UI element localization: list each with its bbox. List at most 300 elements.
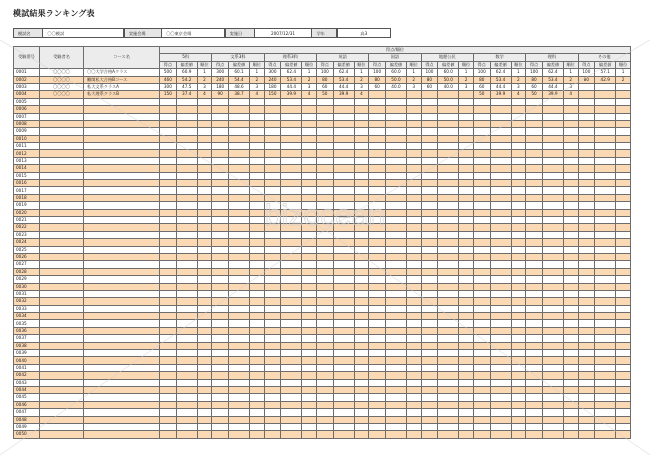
cell-value [511, 276, 526, 283]
cell-value [302, 187, 317, 194]
cell-value [333, 409, 354, 416]
cell-value [354, 298, 369, 305]
cell-value [490, 416, 511, 423]
cell-value [281, 386, 302, 393]
cell-value [473, 187, 490, 194]
cell-value [578, 231, 595, 238]
cell-value [302, 305, 317, 312]
cell-value [369, 386, 386, 393]
cell-value [160, 268, 177, 275]
cell-value [526, 135, 543, 142]
cell-value [438, 379, 459, 386]
cell-value: 54.4 [229, 76, 250, 83]
cell-value [229, 157, 250, 164]
cell-value [333, 180, 354, 187]
cell-value [160, 150, 177, 157]
cell-value [459, 209, 474, 216]
cell-value [160, 239, 177, 246]
cell-value [160, 106, 177, 113]
cell-value [526, 379, 543, 386]
cell-value [197, 202, 212, 209]
cell-value [459, 172, 474, 179]
cell-value [264, 172, 281, 179]
cell-value [264, 224, 281, 231]
cell-value [229, 113, 250, 120]
cell-value [406, 394, 421, 401]
cell-value [281, 120, 302, 127]
cell-course [84, 128, 160, 135]
cell-value [542, 202, 563, 209]
cell-value [526, 386, 543, 393]
cell-value [616, 106, 631, 113]
cell-course [84, 246, 160, 253]
cell-value [459, 239, 474, 246]
cell-value [526, 216, 543, 223]
cell-value [438, 253, 459, 260]
cell-value [421, 394, 438, 401]
cell-value [229, 231, 250, 238]
cell-value [264, 261, 281, 268]
cell-name [40, 209, 84, 216]
cell-value [616, 313, 631, 320]
cell-value [160, 202, 177, 209]
cell-value [302, 143, 317, 150]
cell-value [511, 261, 526, 268]
cell-value [316, 290, 333, 297]
cell-value [229, 165, 250, 172]
cell-value [563, 276, 578, 283]
cell-value: 44.4 [542, 83, 563, 90]
cell-value [578, 364, 595, 371]
cell-value [459, 357, 474, 364]
cell-value [542, 209, 563, 216]
cell-value [421, 165, 438, 172]
cell-value [421, 216, 438, 223]
cell-value [212, 216, 229, 223]
cell-value [281, 283, 302, 290]
table-row [14, 305, 631, 312]
cell-value [473, 416, 490, 423]
cell-value [333, 120, 354, 127]
cell-value [616, 187, 631, 194]
cell-value [616, 172, 631, 179]
cell-value [563, 386, 578, 393]
cell-value [333, 335, 354, 342]
cell-value [542, 216, 563, 223]
cell-value [160, 350, 177, 357]
cell-value [578, 416, 595, 423]
cell-name [40, 172, 84, 179]
cell-value [160, 172, 177, 179]
cell-name [40, 357, 84, 364]
cell-value [421, 298, 438, 305]
cell-value [526, 120, 543, 127]
cell-value [438, 416, 459, 423]
cell-value [438, 431, 459, 438]
cell-value [542, 335, 563, 342]
cell-name [40, 231, 84, 238]
cell-value [542, 409, 563, 416]
cell-value [212, 409, 229, 416]
cell-value [595, 305, 616, 312]
cell-value [212, 268, 229, 275]
cell-value [212, 194, 229, 201]
header-metric: 得点 [316, 61, 333, 68]
cell-value [542, 253, 563, 260]
cell-value [302, 216, 317, 223]
cell-value [490, 276, 511, 283]
cell-value: 180 [212, 83, 229, 90]
cell-value [354, 150, 369, 157]
cell-value [386, 253, 407, 260]
cell-value [578, 409, 595, 416]
cell-value [281, 135, 302, 142]
exam-name-value: 〇〇模試 [42, 28, 124, 38]
cell-value [249, 431, 264, 438]
cell-value [406, 379, 421, 386]
cell-name: 〇〇〇〇 [40, 76, 84, 83]
cell-value [160, 143, 177, 150]
cell-value [421, 113, 438, 120]
cell-value [438, 298, 459, 305]
cell-value [160, 364, 177, 371]
cell-value [281, 335, 302, 342]
cell-value: 60 [316, 83, 333, 90]
table-row [14, 106, 631, 113]
cell-value: 4 [511, 91, 526, 98]
cell-value [229, 313, 250, 320]
cell-value [302, 401, 317, 408]
cell-value [616, 364, 631, 371]
cell-value [369, 224, 386, 231]
cell-value [616, 150, 631, 157]
cell-value [333, 172, 354, 179]
cell-value [490, 350, 511, 357]
cell-value [438, 246, 459, 253]
cell-course [84, 276, 160, 283]
cell-value [264, 231, 281, 238]
cell-course [84, 143, 160, 150]
cell-value [354, 290, 369, 297]
cell-value [490, 202, 511, 209]
cell-value [490, 253, 511, 260]
cell-value: 39.9 [542, 91, 563, 98]
cell-value [369, 120, 386, 127]
cell-value [249, 135, 264, 142]
cell-value [511, 98, 526, 105]
cell-value [438, 91, 459, 98]
cell-value [386, 98, 407, 105]
cell-value [595, 320, 616, 327]
cell-value [354, 135, 369, 142]
header-metric: 得点 [473, 61, 490, 68]
cell-value [281, 113, 302, 120]
cell-value [302, 276, 317, 283]
cell-value [421, 239, 438, 246]
cell-value [386, 342, 407, 349]
cell-value [421, 320, 438, 327]
cell-course [84, 423, 160, 430]
cell-value [563, 335, 578, 342]
cell-value [578, 239, 595, 246]
cell-value [511, 283, 526, 290]
cell-value [354, 335, 369, 342]
cell-value [563, 283, 578, 290]
cell-value [212, 187, 229, 194]
cell-value [249, 342, 264, 349]
cell-value [316, 394, 333, 401]
cell-value [616, 202, 631, 209]
cell-value [406, 283, 421, 290]
cell-exam-no: 0024 [14, 239, 40, 246]
cell-value [542, 313, 563, 320]
cell-value [249, 409, 264, 416]
table-row [14, 394, 631, 401]
cell-value [229, 150, 250, 157]
cell-value [212, 283, 229, 290]
cell-name [40, 268, 84, 275]
cell-value [578, 313, 595, 320]
cell-value [511, 268, 526, 275]
cell-value [563, 172, 578, 179]
cell-value [542, 187, 563, 194]
cell-value [316, 342, 333, 349]
cell-value [563, 180, 578, 187]
cell-value [459, 372, 474, 379]
cell-value [459, 283, 474, 290]
cell-value [316, 401, 333, 408]
cell-value [511, 298, 526, 305]
cell-value [595, 394, 616, 401]
cell-value [160, 372, 177, 379]
header-metric: 順位 [563, 61, 578, 68]
cell-value [616, 231, 631, 238]
cell-value [302, 239, 317, 246]
cell-name [40, 135, 84, 142]
cell-name [40, 386, 84, 393]
cell-exam-no: 0035 [14, 320, 40, 327]
cell-value [386, 113, 407, 120]
cell-name [40, 298, 84, 305]
cell-value [316, 165, 333, 172]
cell-value [578, 261, 595, 268]
cell-value [160, 157, 177, 164]
cell-value [595, 298, 616, 305]
cell-value [333, 113, 354, 120]
cell-value [212, 120, 229, 127]
table-row [14, 335, 631, 342]
cell-value [438, 313, 459, 320]
cell-value [160, 394, 177, 401]
cell-value [578, 327, 595, 334]
cell-exam-no: 0032 [14, 298, 40, 305]
cell-value [459, 320, 474, 327]
cell-value: 42.9 [595, 76, 616, 83]
cell-value [563, 253, 578, 260]
table-row [14, 364, 631, 371]
cell-value [229, 253, 250, 260]
cell-value [421, 290, 438, 297]
cell-value [511, 431, 526, 438]
cell-value [229, 372, 250, 379]
cell-value [354, 386, 369, 393]
cell-value [421, 364, 438, 371]
cell-value [386, 128, 407, 135]
cell-value [369, 253, 386, 260]
cell-value: 2 [249, 76, 264, 83]
cell-value [490, 231, 511, 238]
cell-exam-no: 0018 [14, 194, 40, 201]
cell-value [542, 246, 563, 253]
cell-value [264, 202, 281, 209]
cell-value [438, 350, 459, 357]
cell-value [386, 150, 407, 157]
cell-value [302, 290, 317, 297]
cell-value [302, 423, 317, 430]
cell-value [511, 157, 526, 164]
cell-value [249, 128, 264, 135]
cell-value [563, 239, 578, 246]
cell-value [563, 150, 578, 157]
cell-value [176, 327, 197, 334]
cell-value [176, 106, 197, 113]
cell-course [84, 216, 160, 223]
cell-course [84, 106, 160, 113]
cell-value [438, 135, 459, 142]
cell-value [490, 128, 511, 135]
cell-value: 4 [302, 91, 317, 98]
cell-value [354, 246, 369, 253]
table-row [14, 165, 631, 172]
cell-value [333, 135, 354, 142]
cell-exam-no: 0045 [14, 394, 40, 401]
cell-value: 62.4 [490, 69, 511, 76]
cell-value [212, 98, 229, 105]
cell-name [40, 165, 84, 172]
header-metric: 順位 [354, 61, 369, 68]
cell-value [490, 431, 511, 438]
cell-exam-no: 0041 [14, 364, 40, 371]
cell-value [176, 401, 197, 408]
cell-value [438, 202, 459, 209]
table-row [14, 128, 631, 135]
cell-value [578, 157, 595, 164]
cell-value [406, 224, 421, 231]
cell-value [197, 357, 212, 364]
cell-value [369, 231, 386, 238]
cell-value [369, 305, 386, 312]
header-subject: 英語 [316, 54, 368, 61]
cell-value [473, 253, 490, 260]
cell-value [578, 401, 595, 408]
cell-value [249, 165, 264, 172]
cell-exam-no: 0044 [14, 386, 40, 393]
cell-value [511, 120, 526, 127]
cell-course [84, 135, 160, 142]
cell-value [563, 128, 578, 135]
cell-value [563, 106, 578, 113]
cell-value [563, 113, 578, 120]
cell-value [616, 143, 631, 150]
cell-value: 2 [354, 76, 369, 83]
cell-value [406, 172, 421, 179]
header-metric: 順位 [511, 61, 526, 68]
cell-value [459, 187, 474, 194]
cell-value [229, 120, 250, 127]
cell-value [369, 401, 386, 408]
cell-value [354, 113, 369, 120]
cell-value [406, 372, 421, 379]
cell-value [578, 394, 595, 401]
cell-value [316, 172, 333, 179]
cell-value [473, 431, 490, 438]
cell-value [176, 231, 197, 238]
cell-value [249, 157, 264, 164]
cell-name: 〇〇〇〇 [40, 83, 84, 90]
cell-value [281, 106, 302, 113]
cell-value [229, 416, 250, 423]
cell-value [616, 305, 631, 312]
cell-value [459, 364, 474, 371]
cell-value [438, 342, 459, 349]
cell-value [511, 357, 526, 364]
cell-value [578, 335, 595, 342]
cell-value [526, 202, 543, 209]
cell-value [563, 350, 578, 357]
cell-value [542, 231, 563, 238]
cell-value [249, 379, 264, 386]
cell-value [386, 298, 407, 305]
cell-value [264, 128, 281, 135]
cell-value [459, 335, 474, 342]
cell-value [459, 224, 474, 231]
table-row [14, 113, 631, 120]
cell-value [473, 305, 490, 312]
cell-value [160, 128, 177, 135]
cell-value [511, 172, 526, 179]
cell-value [563, 120, 578, 127]
cell-value [281, 253, 302, 260]
cell-name [40, 216, 84, 223]
cell-value [302, 253, 317, 260]
cell-value [281, 231, 302, 238]
cell-value [160, 194, 177, 201]
cell-value [369, 165, 386, 172]
cell-value [595, 224, 616, 231]
cell-value [354, 401, 369, 408]
cell-value [386, 327, 407, 334]
cell-value [176, 268, 197, 275]
cell-value [316, 305, 333, 312]
cell-value [490, 98, 511, 105]
cell-value [459, 298, 474, 305]
cell-value [176, 313, 197, 320]
cell-value [197, 327, 212, 334]
cell-value [197, 409, 212, 416]
cell-value [176, 305, 197, 312]
cell-value [281, 165, 302, 172]
cell-value [316, 113, 333, 120]
cell-value [316, 135, 333, 142]
cell-value [369, 113, 386, 120]
cell-name [40, 194, 84, 201]
cell-value [421, 386, 438, 393]
cell-value [438, 283, 459, 290]
cell-value [595, 423, 616, 430]
table-row [14, 423, 631, 430]
cell-value [616, 320, 631, 327]
table-row [14, 290, 631, 297]
